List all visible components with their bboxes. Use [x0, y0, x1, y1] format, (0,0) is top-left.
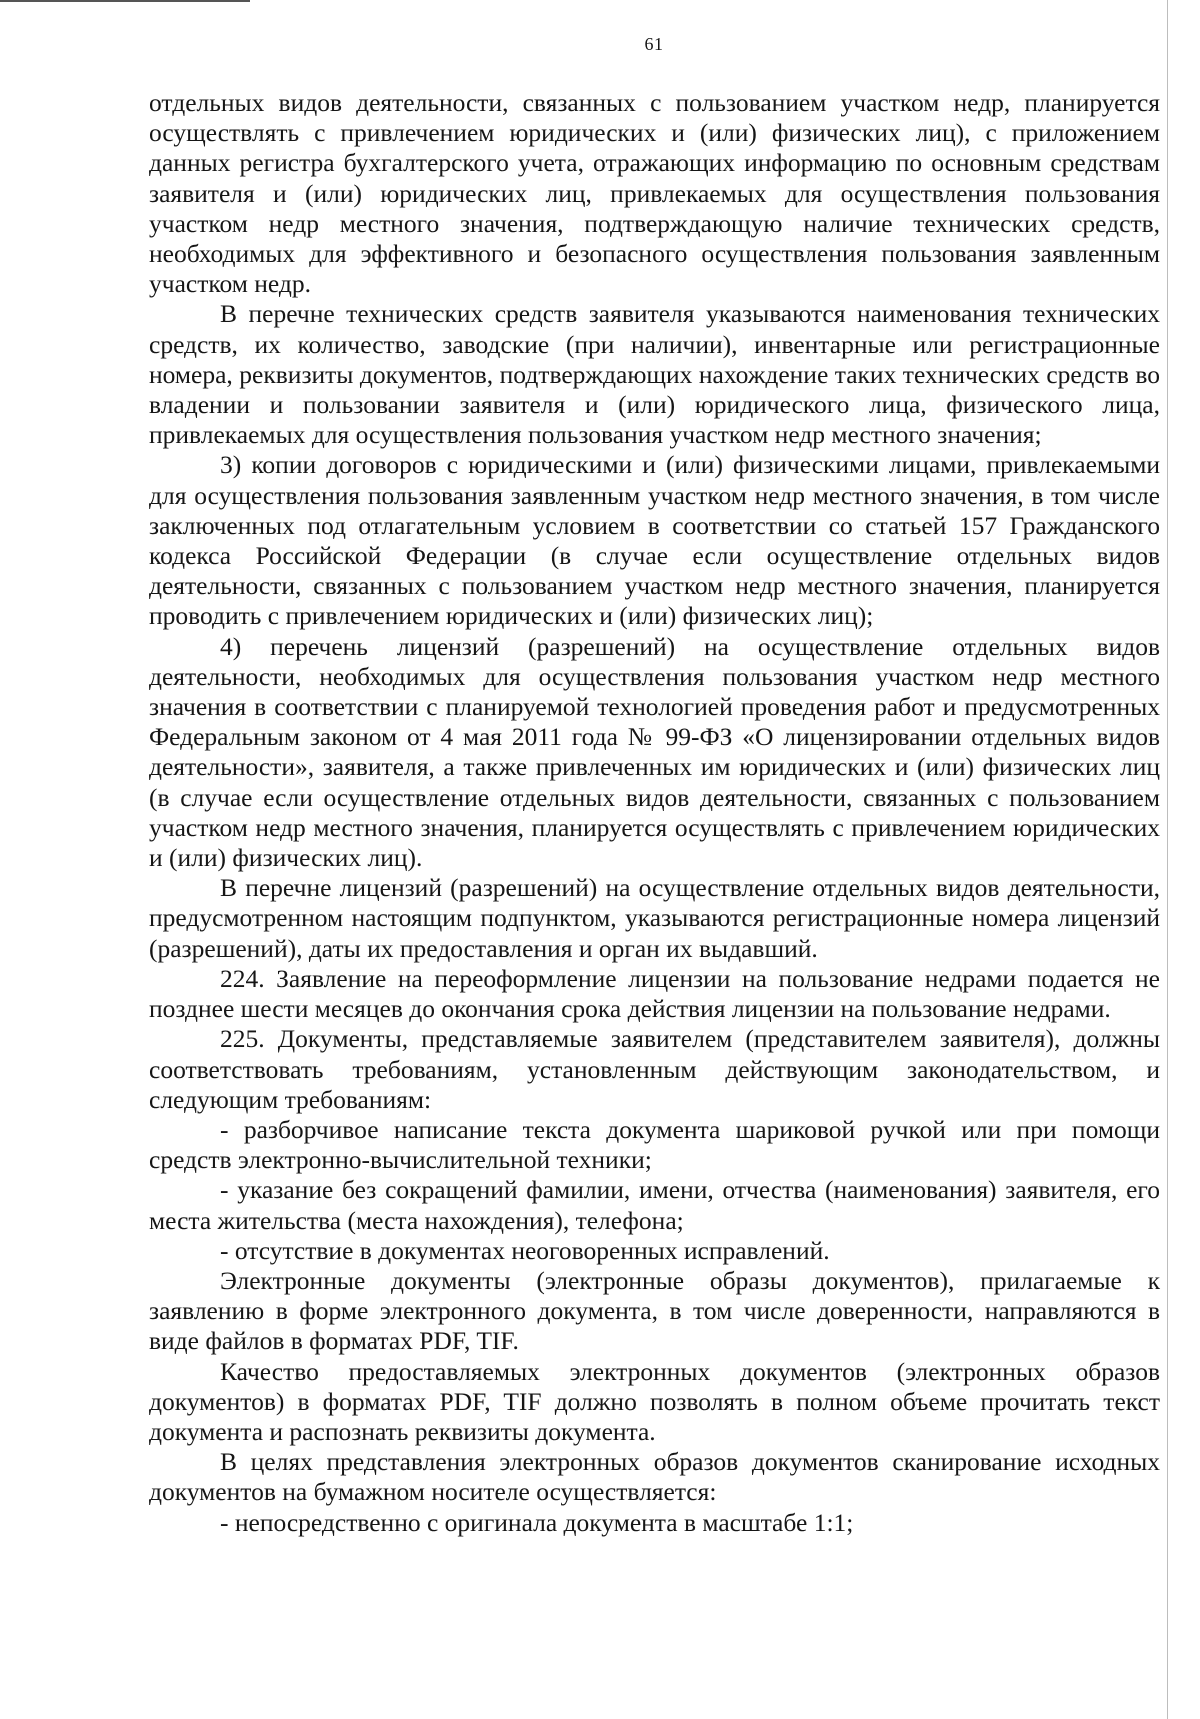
paragraph-continuation: отдельных видов деятельности, связанных с пользованием участком недр, планируется осуществлять с привлечением юридических и (или) физических лиц), с приложением данных регистра бухгалтерского учета, отражающих информацию по основным средствам заявителя и (или) юридических лиц, привлекаемых для осуществления пользования участком недр местного значения, подтверждающую наличие технических средств, необходимых для эффективного и безопасного осуществления пользования заявленным участком недр. [149, 88, 1160, 299]
paragraph-technical-means-list: В перечне технических средств заявителя указываются наименования технических средств, их количество, заводские (при наличии), инвентарные или регистрационные номера, реквизиты документов, подтверждающих нахождение таких технических средств во владении и пользовании заявителя и (или) юридического лица, физического лица, привлекаемых для осуществления пользования участком недр местного значения; [149, 299, 1160, 450]
paragraph-item-4: 4) перечень лицензий (разрешений) на осуществление отдельных видов деятельности, необходимых для осуществления пользования участком недр местного значения в соответствии с планируемой технологией проведения работ и предусмотренных Федеральным законом от 4 мая 2011 года № 99-ФЗ «О лицензировании отдельных видов деятельности», заявителя, а также привлеченных им юридических и (или) физических лиц (в случае если осуществление отдельных видов деятельности, связанных с пользованием участком недр местного значения, планируется осуществлять с привлечением юридических и (или) физических лиц). [149, 631, 1160, 873]
paragraph-224: 224. Заявление на переоформление лицензии на пользование недрами подается не позднее шести месяцев до окончания срока действия лицензии на пользование недрами. [149, 963, 1160, 1024]
paragraph-electronic-documents: Электронные документы (электронные образы документов), прилагаемые к заявлению в форме электронного документа, в том числе доверенности, направляются в виде файлов в форматах PDF, TIF. [149, 1265, 1160, 1356]
requirement-legible-writing: - разборчивое написание текста документа шариковой ручкой или при помощи средств электронно-вычислительной техники; [149, 1114, 1160, 1175]
page-number: 61 [644, 34, 664, 54]
paragraph-225: 225. Документы, представляемые заявителем (представителем заявителя), должны соответствовать требованиям, установленным действующим законодательством, и следующим требованиям: [149, 1024, 1160, 1114]
paragraph-scanning: В целях представления электронных образов документов сканирование исходных документов на бумажном носителе осуществляется: [149, 1447, 1160, 1507]
scan-edge-right [1167, 0, 1168, 1719]
scan-edge-top [0, 0, 250, 2]
document-body [149, 88, 1160, 1538]
paragraph-quality: Качество предоставляемых электронных документов (электронных образов документов) в форматах PDF, TIF должно позволять в полном объеме прочитать текст документа и распознать реквизиты документа. [149, 1356, 1160, 1446]
requirement-scale: - непосредственно с оригинала документа в масштабе 1:1; [220, 1507, 854, 1537]
paragraph-licenses-list: В перечне лицензий (разрешений) на осуществление отдельных видов деятельности, предусмотренном настоящим подпунктом, указываются регистрационные номера лицензий (разрешений), даты их предоставления и орган их выдавший. [149, 873, 1160, 963]
paragraph-item-3: 3) копии договоров с юридическими и (или) физическими лицами, привлекаемыми для осуществления пользования заявленным участком недр местного значения, в том числе заключенных под отлагательным условием в соответствии со статьей 157 Гражданского кодекса Российской Федерации (в случае если осуществление отдельных видов деятельности, связанных с пользованием участком недр местного значения, планируется проводить с привлечением юридических и (или) физических лиц); [149, 450, 1160, 631]
requirement-full-name: - указание без сокращений фамилии, имени, отчества (наименования) заявителя, его места жительства (места нахождения), телефона; [149, 1175, 1160, 1235]
requirement-no-corrections: - отсутствие в документах неоговоренных исправлений. [220, 1235, 830, 1265]
